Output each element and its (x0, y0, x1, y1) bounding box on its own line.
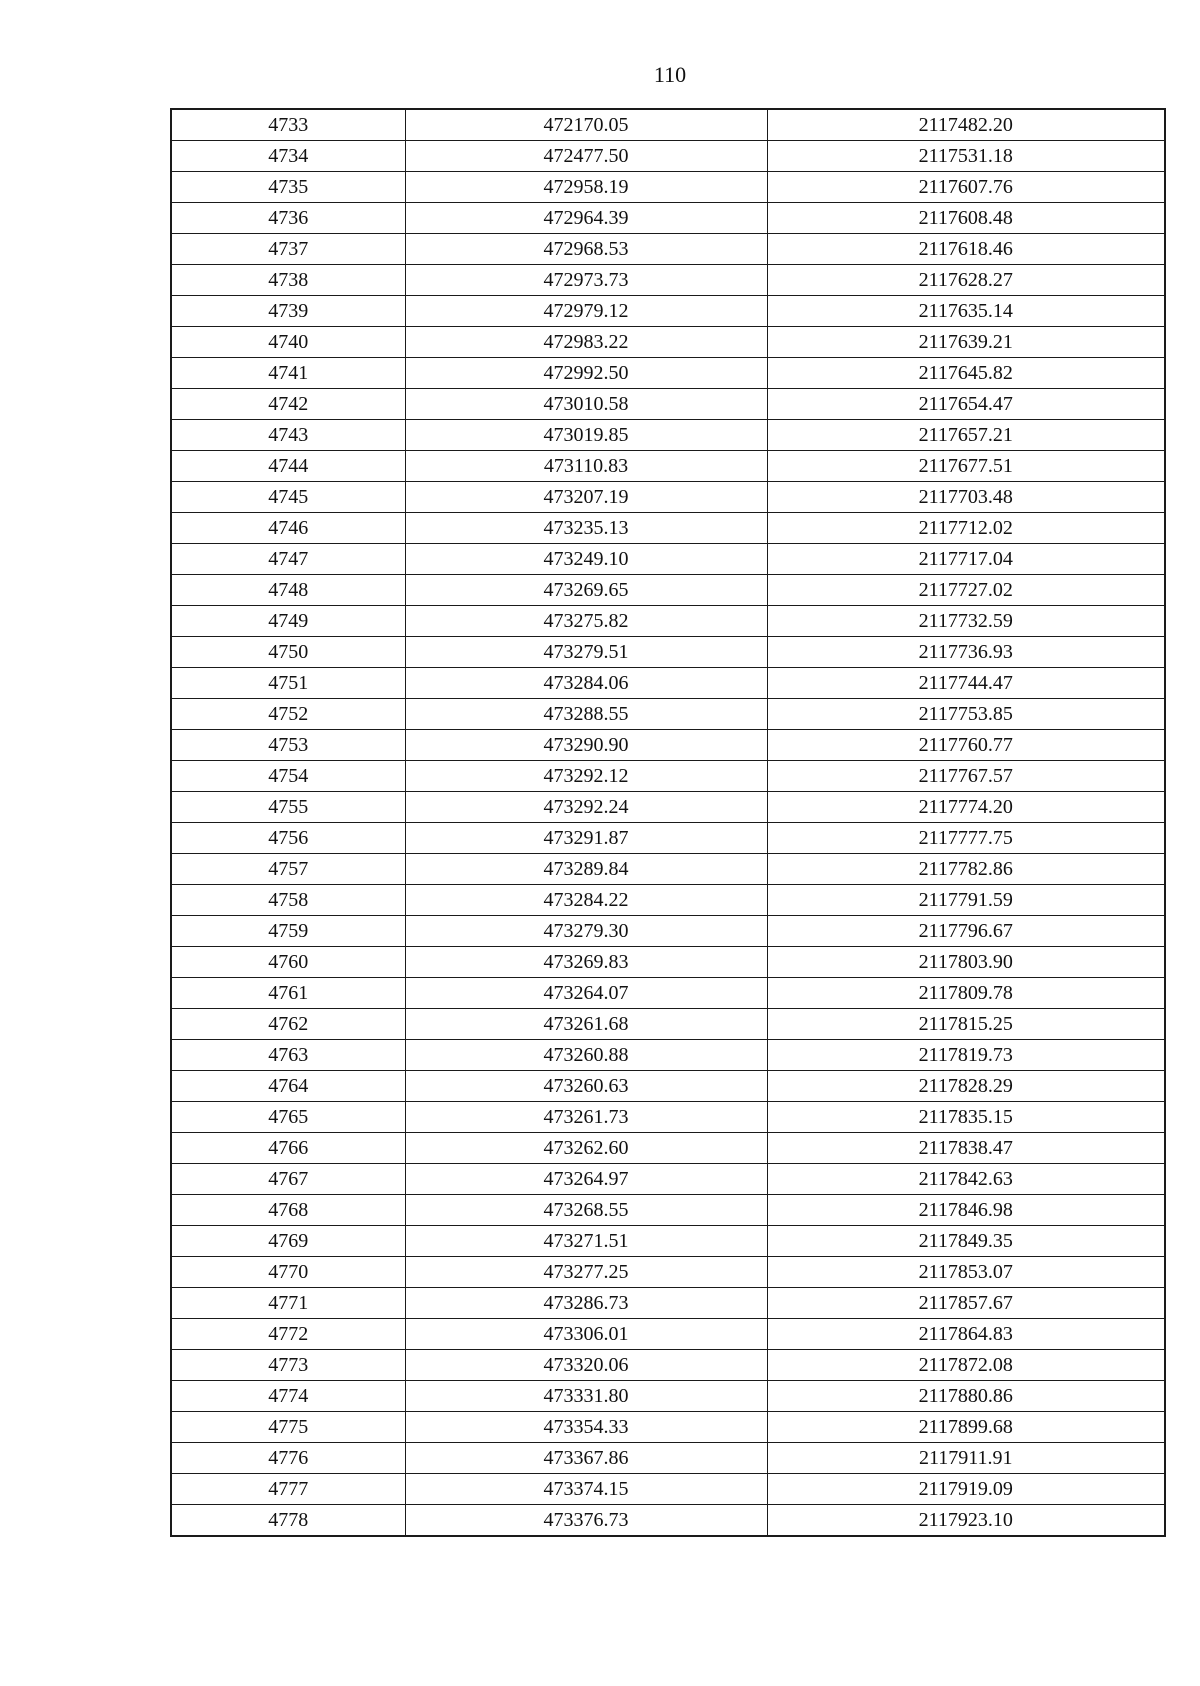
x-coordinate-cell: 473289.84 (405, 854, 767, 885)
y-coordinate-cell: 2117635.14 (767, 296, 1165, 327)
y-coordinate-cell: 2117727.02 (767, 575, 1165, 606)
y-coordinate-cell: 2117919.09 (767, 1474, 1165, 1505)
table-row (171, 1257, 1165, 1288)
table-row (171, 978, 1165, 1009)
table-row (171, 730, 1165, 761)
x-coordinate-cell: 472979.12 (405, 296, 767, 327)
y-coordinate-cell: 2117846.98 (767, 1195, 1165, 1226)
y-coordinate-cell: 2117736.93 (767, 637, 1165, 668)
table-row (171, 234, 1165, 265)
x-coordinate-cell: 472477.50 (405, 141, 767, 172)
table-row (171, 637, 1165, 668)
y-coordinate-cell: 2117842.63 (767, 1164, 1165, 1195)
point-id-cell: 4764 (171, 1071, 405, 1102)
x-coordinate-cell: 473261.73 (405, 1102, 767, 1133)
point-id-cell: 4767 (171, 1164, 405, 1195)
y-coordinate-cell: 2117872.08 (767, 1350, 1165, 1381)
table-row (171, 606, 1165, 637)
x-coordinate-cell: 473262.60 (405, 1133, 767, 1164)
x-coordinate-cell: 473249.10 (405, 544, 767, 575)
y-coordinate-cell: 2117628.27 (767, 265, 1165, 296)
table-row (171, 389, 1165, 420)
point-id-cell: 4736 (171, 203, 405, 234)
x-coordinate-cell: 472968.53 (405, 234, 767, 265)
y-coordinate-cell: 2117760.77 (767, 730, 1165, 761)
point-id-cell: 4774 (171, 1381, 405, 1412)
x-coordinate-cell: 473277.25 (405, 1257, 767, 1288)
x-coordinate-cell: 472170.05 (405, 109, 767, 141)
x-coordinate-cell: 473269.83 (405, 947, 767, 978)
x-coordinate-cell: 473292.24 (405, 792, 767, 823)
coordinate-table-body (171, 109, 1165, 1536)
y-coordinate-cell: 2117744.47 (767, 668, 1165, 699)
y-coordinate-cell: 2117857.67 (767, 1288, 1165, 1319)
point-id-cell: 4755 (171, 792, 405, 823)
x-coordinate-cell: 473292.12 (405, 761, 767, 792)
table-row (171, 327, 1165, 358)
table-row (171, 265, 1165, 296)
y-coordinate-cell: 2117796.67 (767, 916, 1165, 947)
y-coordinate-cell: 2117899.68 (767, 1412, 1165, 1443)
x-coordinate-cell: 473331.80 (405, 1381, 767, 1412)
x-coordinate-cell: 473260.88 (405, 1040, 767, 1071)
point-id-cell: 4737 (171, 234, 405, 265)
y-coordinate-cell: 2117774.20 (767, 792, 1165, 823)
table-row (171, 1350, 1165, 1381)
y-coordinate-cell: 2117654.47 (767, 389, 1165, 420)
table-row (171, 172, 1165, 203)
point-id-cell: 4750 (171, 637, 405, 668)
point-id-cell: 4756 (171, 823, 405, 854)
x-coordinate-cell: 472964.39 (405, 203, 767, 234)
x-coordinate-cell: 473367.86 (405, 1443, 767, 1474)
x-coordinate-cell: 473288.55 (405, 699, 767, 730)
coordinate-table (170, 108, 1166, 1537)
y-coordinate-cell: 2117782.86 (767, 854, 1165, 885)
point-id-cell: 4749 (171, 606, 405, 637)
point-id-cell: 4746 (171, 513, 405, 544)
y-coordinate-cell: 2117608.48 (767, 203, 1165, 234)
y-coordinate-cell: 2117639.21 (767, 327, 1165, 358)
y-coordinate-cell: 2117838.47 (767, 1133, 1165, 1164)
table-row (171, 1381, 1165, 1412)
x-coordinate-cell: 473264.07 (405, 978, 767, 1009)
x-coordinate-cell: 473110.83 (405, 451, 767, 482)
table-row (171, 1474, 1165, 1505)
table-row (171, 1102, 1165, 1133)
table-row (171, 699, 1165, 730)
x-coordinate-cell: 473320.06 (405, 1350, 767, 1381)
y-coordinate-cell: 2117703.48 (767, 482, 1165, 513)
point-id-cell: 4777 (171, 1474, 405, 1505)
y-coordinate-cell: 2117677.51 (767, 451, 1165, 482)
point-id-cell: 4751 (171, 668, 405, 699)
y-coordinate-cell: 2117657.21 (767, 420, 1165, 451)
point-id-cell: 4744 (171, 451, 405, 482)
point-id-cell: 4760 (171, 947, 405, 978)
y-coordinate-cell: 2117828.29 (767, 1071, 1165, 1102)
table-row (171, 1009, 1165, 1040)
y-coordinate-cell: 2117712.02 (767, 513, 1165, 544)
x-coordinate-cell: 473279.30 (405, 916, 767, 947)
table-row (171, 513, 1165, 544)
point-id-cell: 4773 (171, 1350, 405, 1381)
point-id-cell: 4761 (171, 978, 405, 1009)
table-row (171, 792, 1165, 823)
point-id-cell: 4775 (171, 1412, 405, 1443)
x-coordinate-cell: 472973.73 (405, 265, 767, 296)
y-coordinate-cell: 2117607.76 (767, 172, 1165, 203)
point-id-cell: 4738 (171, 265, 405, 296)
y-coordinate-cell: 2117815.25 (767, 1009, 1165, 1040)
y-coordinate-cell: 2117853.07 (767, 1257, 1165, 1288)
table-row (171, 1133, 1165, 1164)
x-coordinate-cell: 473235.13 (405, 513, 767, 544)
x-coordinate-cell: 473019.85 (405, 420, 767, 451)
table-row (171, 1040, 1165, 1071)
table-row (171, 761, 1165, 792)
y-coordinate-cell: 2117923.10 (767, 1505, 1165, 1537)
y-coordinate-cell: 2117809.78 (767, 978, 1165, 1009)
table-row (171, 854, 1165, 885)
y-coordinate-cell: 2117880.86 (767, 1381, 1165, 1412)
y-coordinate-cell: 2117791.59 (767, 885, 1165, 916)
table-row (171, 668, 1165, 699)
x-coordinate-cell: 473269.65 (405, 575, 767, 606)
x-coordinate-cell: 473291.87 (405, 823, 767, 854)
point-id-cell: 4759 (171, 916, 405, 947)
point-id-cell: 4742 (171, 389, 405, 420)
table-row (171, 1443, 1165, 1474)
point-id-cell: 4768 (171, 1195, 405, 1226)
table-row (171, 544, 1165, 575)
table-row (171, 358, 1165, 389)
y-coordinate-cell: 2117819.73 (767, 1040, 1165, 1071)
point-id-cell: 4734 (171, 141, 405, 172)
point-id-cell: 4763 (171, 1040, 405, 1071)
y-coordinate-cell: 2117864.83 (767, 1319, 1165, 1350)
table-row (171, 296, 1165, 327)
point-id-cell: 4765 (171, 1102, 405, 1133)
y-coordinate-cell: 2117777.75 (767, 823, 1165, 854)
x-coordinate-cell: 473374.15 (405, 1474, 767, 1505)
table-row (171, 1071, 1165, 1102)
table-row (171, 1319, 1165, 1350)
point-id-cell: 4762 (171, 1009, 405, 1040)
y-coordinate-cell: 2117849.35 (767, 1226, 1165, 1257)
point-id-cell: 4758 (171, 885, 405, 916)
point-id-cell: 4743 (171, 420, 405, 451)
table-row (171, 947, 1165, 978)
y-coordinate-cell: 2117482.20 (767, 109, 1165, 141)
point-id-cell: 4733 (171, 109, 405, 141)
y-coordinate-cell: 2117803.90 (767, 947, 1165, 978)
y-coordinate-cell: 2117645.82 (767, 358, 1165, 389)
y-coordinate-cell: 2117753.85 (767, 699, 1165, 730)
y-coordinate-cell: 2117717.04 (767, 544, 1165, 575)
point-id-cell: 4769 (171, 1226, 405, 1257)
table-row (171, 1226, 1165, 1257)
x-coordinate-cell: 473268.55 (405, 1195, 767, 1226)
x-coordinate-cell: 473260.63 (405, 1071, 767, 1102)
x-coordinate-cell: 473271.51 (405, 1226, 767, 1257)
y-coordinate-cell: 2117732.59 (767, 606, 1165, 637)
x-coordinate-cell: 473290.90 (405, 730, 767, 761)
table-row (171, 885, 1165, 916)
page-number: 110 (653, 62, 687, 87)
point-id-cell: 4776 (171, 1443, 405, 1474)
x-coordinate-cell: 473354.33 (405, 1412, 767, 1443)
x-coordinate-cell: 472992.50 (405, 358, 767, 389)
table-row (171, 1164, 1165, 1195)
table-row (171, 420, 1165, 451)
x-coordinate-cell: 473010.58 (405, 389, 767, 420)
point-id-cell: 4771 (171, 1288, 405, 1319)
x-coordinate-cell: 473286.73 (405, 1288, 767, 1319)
y-coordinate-cell: 2117835.15 (767, 1102, 1165, 1133)
point-id-cell: 4745 (171, 482, 405, 513)
table-row (171, 482, 1165, 513)
point-id-cell: 4753 (171, 730, 405, 761)
x-coordinate-cell: 473306.01 (405, 1319, 767, 1350)
point-id-cell: 4766 (171, 1133, 405, 1164)
point-id-cell: 4772 (171, 1319, 405, 1350)
point-id-cell: 4754 (171, 761, 405, 792)
point-id-cell: 4757 (171, 854, 405, 885)
x-coordinate-cell: 473284.06 (405, 668, 767, 699)
x-coordinate-cell: 472983.22 (405, 327, 767, 358)
table-row (171, 916, 1165, 947)
y-coordinate-cell: 2117767.57 (767, 761, 1165, 792)
point-id-cell: 4747 (171, 544, 405, 575)
table-row (171, 203, 1165, 234)
x-coordinate-cell: 473264.97 (405, 1164, 767, 1195)
y-coordinate-cell: 2117911.91 (767, 1443, 1165, 1474)
point-id-cell: 4778 (171, 1505, 405, 1537)
x-coordinate-cell: 473284.22 (405, 885, 767, 916)
point-id-cell: 4741 (171, 358, 405, 389)
point-id-cell: 4735 (171, 172, 405, 203)
x-coordinate-cell: 473261.68 (405, 1009, 767, 1040)
point-id-cell: 4748 (171, 575, 405, 606)
table-row (171, 575, 1165, 606)
point-id-cell: 4739 (171, 296, 405, 327)
point-id-cell: 4770 (171, 1257, 405, 1288)
y-coordinate-cell: 2117618.46 (767, 234, 1165, 265)
x-coordinate-cell: 473279.51 (405, 637, 767, 668)
point-id-cell: 4740 (171, 327, 405, 358)
table-row (171, 109, 1165, 141)
table-row (171, 1505, 1165, 1537)
x-coordinate-cell: 472958.19 (405, 172, 767, 203)
y-coordinate-cell: 2117531.18 (767, 141, 1165, 172)
table-row (171, 1288, 1165, 1319)
table-row (171, 451, 1165, 482)
table-row (171, 1195, 1165, 1226)
x-coordinate-cell: 473207.19 (405, 482, 767, 513)
table-row (171, 141, 1165, 172)
x-coordinate-cell: 473275.82 (405, 606, 767, 637)
table-row (171, 823, 1165, 854)
point-id-cell: 4752 (171, 699, 405, 730)
x-coordinate-cell: 473376.73 (405, 1505, 767, 1537)
table-row (171, 1412, 1165, 1443)
